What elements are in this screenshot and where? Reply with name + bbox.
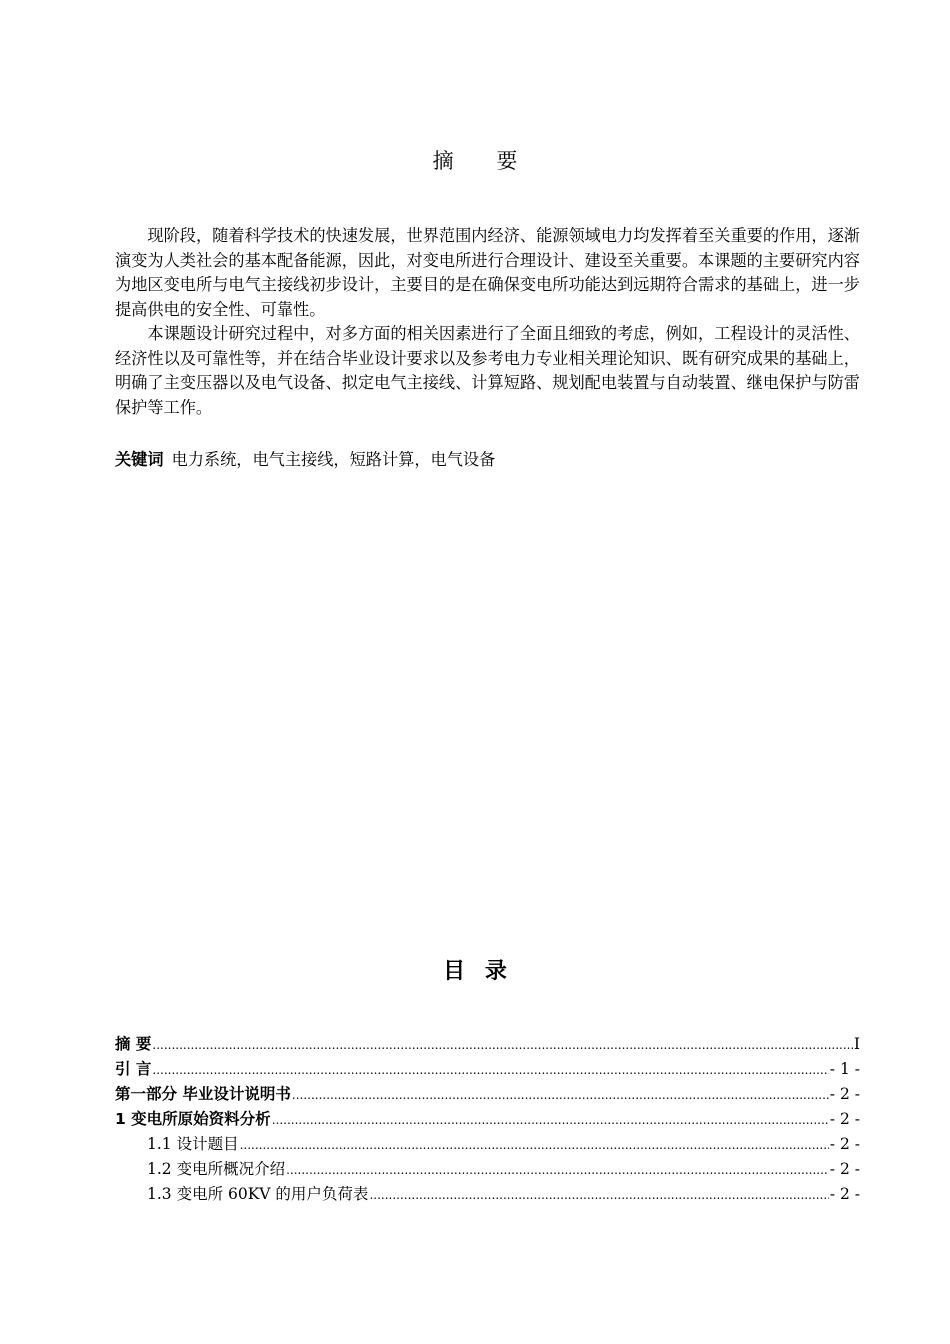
toc-entry-page: - 2 - <box>829 1135 860 1153</box>
abstract-title: 摘 要 <box>432 149 536 173</box>
toc-entry[interactable] <box>115 1082 860 1107</box>
toc-entry[interactable] <box>115 1157 860 1182</box>
toc-leader-dots <box>292 1083 829 1107</box>
toc-leader-dots <box>286 1158 829 1182</box>
abstract-paragraph: 现阶段，随着科学技术的快速发展，世界范围内经济、能源领域电力均发挥着至关重要的作用，逐渐演变为人类社会的基本配备能源，因此，对变电所进行合理设计、建设至关重要。本课题的主要研究内容为地区变电所与电气主接线初步设计，主要目的是在确保变电所功能达到远期符合需求的基础上，进一步提高供电的安全性、可靠性。 <box>115 226 860 319</box>
keywords-text: 电力系统，电气主接线，短路计算，电气设备 <box>171 450 496 469</box>
toc-leader-dots <box>369 1183 828 1207</box>
toc-entry-label: 摘 要 <box>115 1035 152 1053</box>
toc-leader-dots <box>272 1108 829 1132</box>
toc-entry[interactable] <box>115 1132 860 1157</box>
toc-leader-dots <box>152 1058 828 1082</box>
toc-title: 目 录 <box>443 959 513 984</box>
keywords-line <box>115 448 860 472</box>
toc-entry[interactable] <box>115 1057 860 1082</box>
toc-entry-label: 第一部分 毕业设计说明书 <box>115 1085 291 1103</box>
toc-leader-dots <box>240 1133 829 1157</box>
abstract-paragraph: 本课题设计研究过程中，对多方面的相关因素进行了全面且细致的考虑，例如，工程设计的灵活性、经济性以及可靠性等，并在结合毕业设计要求以及参考电力专业相关理论知识、既有研究成果的基础上，明确了主变压器以及电气设备、拟定电气主接线、计算短路、规划配电装置与自动装置、继电保护与防雷保护等工作。 <box>115 324 860 417</box>
toc-entry-page: - 1 - <box>829 1060 860 1078</box>
toc-entry[interactable] <box>115 1032 860 1057</box>
toc-entry-page: - 2 - <box>829 1085 860 1103</box>
toc-entry-label: 1.3 变电所 60KV 的用户负荷表 <box>147 1185 369 1203</box>
toc-entry-label: 1 变电所原始资料分析 <box>115 1110 271 1128</box>
toc-entry-page: - 2 - <box>829 1110 860 1128</box>
toc-entry[interactable] <box>115 1182 860 1207</box>
toc-entry-label: 1.2 变电所概况介绍 <box>147 1160 286 1178</box>
toc-entry-page: I <box>853 1035 860 1053</box>
abstract-body <box>115 224 860 420</box>
toc-entry-page: - 2 - <box>829 1185 860 1203</box>
keywords-label: 关键词 <box>115 450 164 469</box>
toc-entry-label: 1.1 设计题目 <box>147 1135 239 1153</box>
table-of-contents <box>115 1032 860 1207</box>
toc-entry[interactable] <box>115 1107 860 1132</box>
toc-entry-page: - 2 - <box>829 1160 860 1178</box>
toc-entry-label: 引 言 <box>115 1060 152 1078</box>
toc-leader-dots <box>152 1033 852 1057</box>
